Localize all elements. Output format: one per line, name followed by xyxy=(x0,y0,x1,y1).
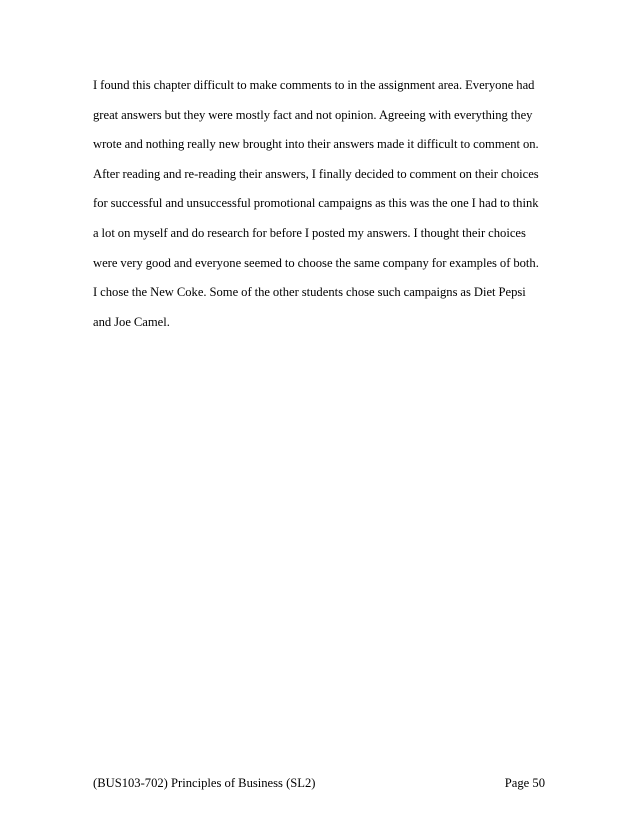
footer-page-number: Page 50 xyxy=(504,776,545,790)
paragraph-line: wrote and nothing really new brought into their answers made it difficult to comment on. xyxy=(93,137,539,152)
paragraph-line: I chose the New Coke. Some of the other students chose such campaigns as Diet Pepsi xyxy=(93,285,526,300)
paragraph-line: I found this chapter difficult to make comments to in the assignment area. Everyone had xyxy=(93,78,535,92)
paragraph-line: great answers but they were mostly fact and not opinion. Agreeing with everything they xyxy=(93,107,533,122)
paragraph-line: After reading and re-reading their answers, I finally decided to comment on their choices xyxy=(93,166,539,181)
paragraph-line: and Joe Camel. xyxy=(93,314,170,329)
paragraph-line: for successful and unsuccessful promotional campaigns as this was the one I had to think xyxy=(93,196,539,211)
body-paragraph xyxy=(93,71,553,337)
page-footer xyxy=(93,774,545,792)
paragraph-line: a lot on myself and do research for before I posted my answers. I thought their choices xyxy=(93,225,526,240)
footer-course-title: (BUS103-702) Principles of Business (SL2) xyxy=(93,776,316,790)
paragraph-line: were very good and everyone seemed to choose the same company for examples of both. xyxy=(93,255,539,270)
